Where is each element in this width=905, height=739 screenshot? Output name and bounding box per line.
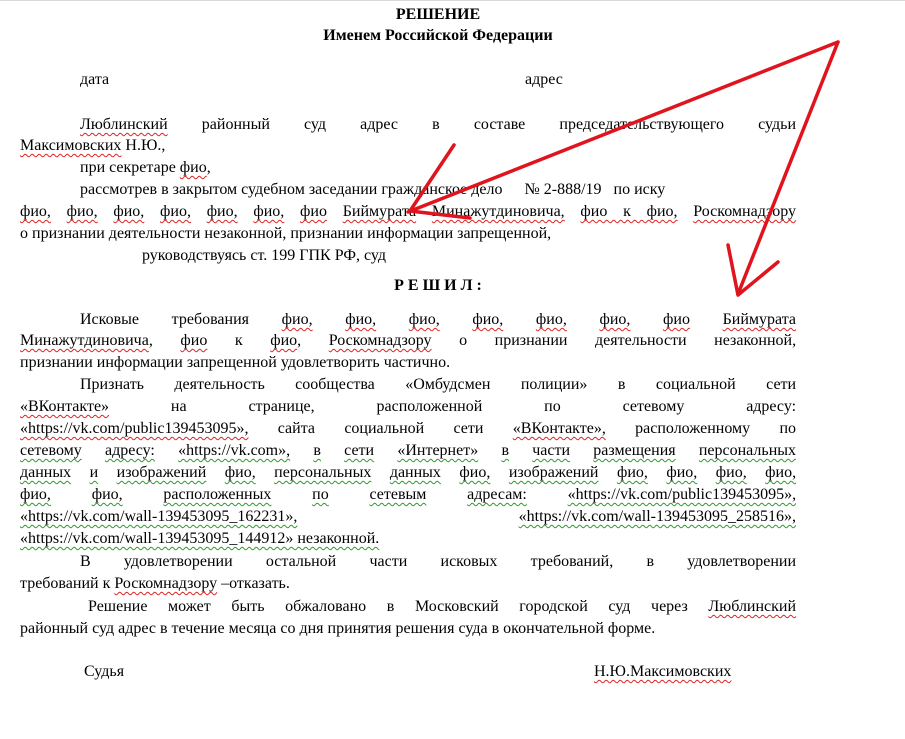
judge-name: [594, 662, 731, 682]
parties-line: [20, 202, 796, 222]
word: сети: [453, 420, 484, 437]
url: «https://vk.com/wall-139453095_258516»,: [518, 508, 796, 525]
party: фио,: [206, 203, 238, 220]
word: адрес: [360, 116, 399, 133]
word: персональных: [274, 464, 372, 481]
word: суд: [608, 598, 631, 615]
judge-signature-name: Н.Ю.Максимовских: [594, 663, 732, 680]
party: фио,: [20, 486, 51, 503]
para2-line6: [20, 485, 796, 505]
secretary-name: фио: [179, 159, 207, 176]
word: сети: [344, 442, 375, 459]
url: «https://vk.com/public139453095»,: [567, 486, 797, 503]
word: социальной: [344, 420, 425, 437]
word: «Омбудсмен: [405, 376, 491, 393]
court-name: Люблинский: [708, 598, 797, 615]
word: требований,: [530, 553, 614, 570]
claim-line: о признании деятельности незаконной, признании информации запрещенной,: [20, 225, 552, 242]
word: –отказать.: [217, 575, 290, 592]
word: городской: [519, 598, 588, 615]
word: размещения: [593, 442, 676, 459]
word: суд: [304, 116, 327, 133]
secretary-label: при секретаре: [80, 159, 180, 176]
word: в: [432, 116, 440, 133]
word: обжаловано: [285, 598, 367, 615]
word: исковых: [440, 553, 498, 570]
word: в: [386, 598, 395, 615]
word: удовлетворении: [687, 553, 797, 570]
para1-line2: [20, 331, 796, 351]
secretary-line: [80, 158, 211, 178]
word: сайта: [277, 420, 315, 437]
word: районный: [201, 116, 270, 133]
word: быть: [231, 598, 265, 615]
word: В: [80, 553, 91, 570]
word: персональных: [698, 442, 797, 459]
word: председательствующего: [559, 116, 725, 133]
word: по: [312, 486, 329, 503]
para2-line4: [20, 441, 796, 461]
judge-surname: Максимовских: [20, 137, 122, 154]
word: и: [89, 464, 99, 481]
considered-line: [80, 180, 665, 200]
word: может: [168, 598, 211, 615]
party: фио к фио,: [580, 203, 678, 220]
party: фио: [663, 311, 690, 328]
word: по: [544, 398, 561, 415]
party: фио,: [765, 464, 797, 481]
party: фио,: [20, 203, 51, 220]
para1-line3: признании информации запрещенной удовлетворить частично.: [20, 354, 451, 371]
party: фио,: [113, 203, 145, 220]
address-field: адрес: [525, 71, 563, 88]
document-title: РЕШЕНИЕ: [395, 6, 481, 23]
word: сетевому: [20, 442, 82, 459]
party: фио,: [459, 464, 491, 481]
word: в: [501, 442, 509, 459]
party: фио,: [535, 311, 567, 328]
word: признании: [494, 332, 568, 349]
para1-line1: [20, 310, 796, 330]
word: через: [651, 598, 688, 615]
word: о: [459, 332, 468, 349]
word: сети: [766, 376, 797, 393]
word: части: [369, 553, 408, 570]
word: полиции»: [520, 376, 588, 393]
party: фио,: [666, 464, 698, 481]
para2-line8: [20, 529, 379, 549]
para4-line1: [20, 597, 796, 617]
judge-initials: Н.Ю.,: [121, 137, 166, 154]
word: Московский: [414, 598, 499, 615]
party: фио: [300, 203, 327, 220]
word: незаконной,: [714, 332, 797, 349]
word: незаконной.: [293, 530, 380, 547]
defendant: Роскомнадзору: [114, 575, 218, 592]
party: фио,: [408, 311, 440, 328]
word: в: [617, 376, 626, 393]
party: фио,: [715, 464, 747, 481]
para2-line1: [20, 375, 796, 395]
court-name: Люблинский: [80, 116, 168, 133]
defendant: Роскомнадзору: [693, 203, 797, 220]
guided-line: руководствуясь ст. 199 ГПК РФ, суд: [142, 247, 386, 264]
word: Решение: [88, 598, 148, 615]
word: изображений: [508, 464, 599, 481]
word: удовлетворении: [123, 553, 233, 570]
party: фио,: [345, 311, 377, 328]
url: «https://vk.com»,: [178, 442, 291, 459]
word: расположенному: [635, 420, 751, 437]
party: фио,: [160, 203, 191, 220]
court-line-1: [20, 115, 796, 135]
party: Биймурата: [342, 203, 417, 220]
word: странице,: [248, 398, 315, 415]
party: фио,: [224, 464, 256, 481]
party: Минажутдиновича,: [431, 203, 565, 220]
comma: ,: [297, 332, 302, 349]
word: «ВКонтакте»: [20, 398, 110, 415]
word: по: [779, 420, 797, 437]
defendant: Роскомнадзору: [328, 332, 432, 349]
word: Исковые: [80, 311, 140, 328]
word: деятельность: [174, 376, 265, 393]
para3-line1: [20, 552, 796, 572]
word: данных: [389, 464, 441, 481]
word: на: [170, 398, 187, 415]
party: фио: [180, 332, 208, 349]
word: изображений: [116, 464, 207, 481]
word: расположенных: [163, 486, 272, 503]
document-subtitle: Именем Российской Федерации: [323, 27, 553, 44]
word: в: [646, 553, 654, 570]
claim-label: по иску: [613, 181, 666, 198]
word: данных: [20, 464, 72, 481]
para2-line3: [20, 419, 796, 439]
word: адресу:: [746, 398, 797, 415]
word: Признать: [80, 376, 144, 393]
word: адресам:: [467, 486, 527, 503]
word: сетевому: [622, 398, 685, 415]
party: фио,: [281, 311, 313, 328]
para3-line2: [20, 574, 290, 594]
court-line-2: [20, 136, 165, 156]
decided-heading: Р Е Ш И Л :: [394, 277, 482, 294]
considered-text: рассмотрев в закрытом судебном заседании гражданское дело: [80, 181, 503, 198]
date-field: дата: [80, 71, 110, 88]
comma: ,: [148, 332, 153, 349]
word: части: [532, 442, 571, 459]
word: сообщества: [295, 376, 375, 393]
para2-line7: [20, 507, 796, 527]
party: фио,: [472, 311, 504, 328]
party: фио,: [91, 486, 123, 503]
word: судьи: [758, 116, 797, 133]
word: составе: [473, 116, 526, 133]
word: «ВКонтакте»,: [512, 420, 606, 437]
word: «Интернет»: [397, 442, 479, 459]
comma: ,: [206, 159, 211, 176]
party: фио,: [253, 203, 285, 220]
url: «https://vk.com/wall-139453095_144912»: [20, 530, 294, 547]
word: сетевым: [369, 486, 427, 503]
word: требования: [171, 311, 250, 328]
word: в: [313, 442, 321, 459]
party: фио,: [66, 203, 98, 220]
word: адресу:: [105, 442, 155, 459]
url: «https://vk.com/public139453095»,: [20, 420, 249, 437]
word: расположенной: [376, 398, 483, 415]
word: социальной: [655, 376, 736, 393]
party: Биймурата: [722, 311, 796, 328]
word: к: [234, 332, 243, 349]
party: фио,: [616, 464, 648, 481]
word: требований к: [20, 575, 115, 592]
para2-line2: [20, 397, 796, 417]
word: остальной: [265, 553, 337, 570]
word: деятельности: [595, 332, 687, 349]
url: «https://vk.com/wall-139453095_162231»,: [20, 508, 298, 525]
party: Минажутдиновича: [20, 332, 149, 349]
para2-line5: [20, 463, 796, 483]
party: фио,: [599, 311, 631, 328]
case-number: № 2-888/19: [524, 181, 602, 198]
para4-line2: районный суд адрес в течение месяца со дня принятия решения суда в окончательной форме.: [20, 620, 656, 637]
party: фио: [270, 332, 298, 349]
judge-label: Судья: [84, 663, 125, 680]
